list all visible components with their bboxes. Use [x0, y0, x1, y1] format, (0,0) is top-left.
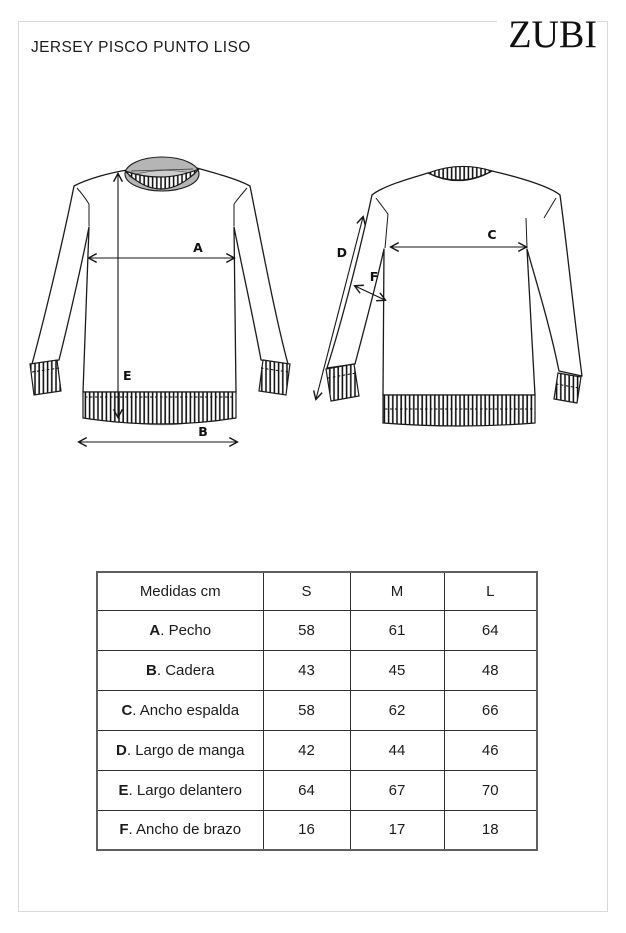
size-value: 64: [444, 610, 537, 650]
size-value: 44: [350, 730, 444, 770]
size-value: 45: [350, 650, 444, 690]
front-body-outline: [32, 168, 288, 392]
table-row: [97, 810, 537, 850]
size-table: [96, 571, 538, 851]
size-value: 67: [350, 770, 444, 810]
brand-logo: ZUBI: [497, 18, 597, 55]
size-value: 70: [444, 770, 537, 810]
table-header-measures: Medidas cm: [97, 572, 263, 610]
back-left-cuff-rib: [326, 364, 359, 401]
size-value: 43: [263, 650, 350, 690]
table-row: [97, 690, 537, 730]
size-value: 58: [263, 690, 350, 730]
measure-letter: A: [149, 621, 161, 639]
measure-name: D. Largo de manga: [97, 730, 263, 770]
size-value: 66: [444, 690, 537, 730]
size-value: 62: [350, 690, 444, 730]
measure-label-B: B: [198, 424, 208, 439]
sweater-back-diagram: [303, 146, 593, 461]
table-header-row: [97, 572, 537, 610]
size-value: 58: [263, 610, 350, 650]
measure-label-D: D: [336, 245, 347, 260]
size-value: 46: [444, 730, 537, 770]
front-left-cuff-rib: [30, 360, 61, 395]
table-row: [97, 610, 537, 650]
back-hem-rib: [383, 395, 535, 426]
measure-letter: E: [118, 781, 129, 799]
measure-label-C: C: [487, 227, 497, 242]
table-row: [97, 770, 537, 810]
size-value: 61: [350, 610, 444, 650]
size-value: 18: [444, 810, 537, 850]
size-value: 64: [263, 770, 350, 810]
size-value: 17: [350, 810, 444, 850]
sweater-front-diagram: [25, 146, 295, 461]
back-body-outline: [327, 171, 582, 395]
measure-letter: D: [116, 741, 127, 759]
table-header-size-l: L: [444, 572, 537, 610]
size-value: 16: [263, 810, 350, 850]
measure-name: A. Pecho: [97, 610, 263, 650]
front-right-cuff-rib: [259, 360, 290, 395]
product-title: JERSEY PISCO PUNTO LISO: [31, 39, 251, 56]
table-row: [97, 650, 537, 690]
size-value: 42: [263, 730, 350, 770]
size-value: 48: [444, 650, 537, 690]
measure-name: F. Ancho de brazo: [97, 810, 263, 850]
measure-label-E: E: [123, 368, 132, 383]
measure-label-A: A: [193, 240, 203, 255]
measure-name: B. Cadera: [97, 650, 263, 690]
table-row: [97, 730, 537, 770]
table-header-size-s: S: [263, 572, 350, 610]
table-header-size-m: M: [350, 572, 444, 610]
measure-label-F: F: [369, 269, 379, 284]
measure-name: C. Ancho espalda: [97, 690, 263, 730]
measure-letter: C: [121, 701, 133, 719]
measure-name: E. Largo delantero: [97, 770, 263, 810]
measure-letter: B: [146, 661, 157, 679]
measure-letter: F: [119, 821, 129, 839]
